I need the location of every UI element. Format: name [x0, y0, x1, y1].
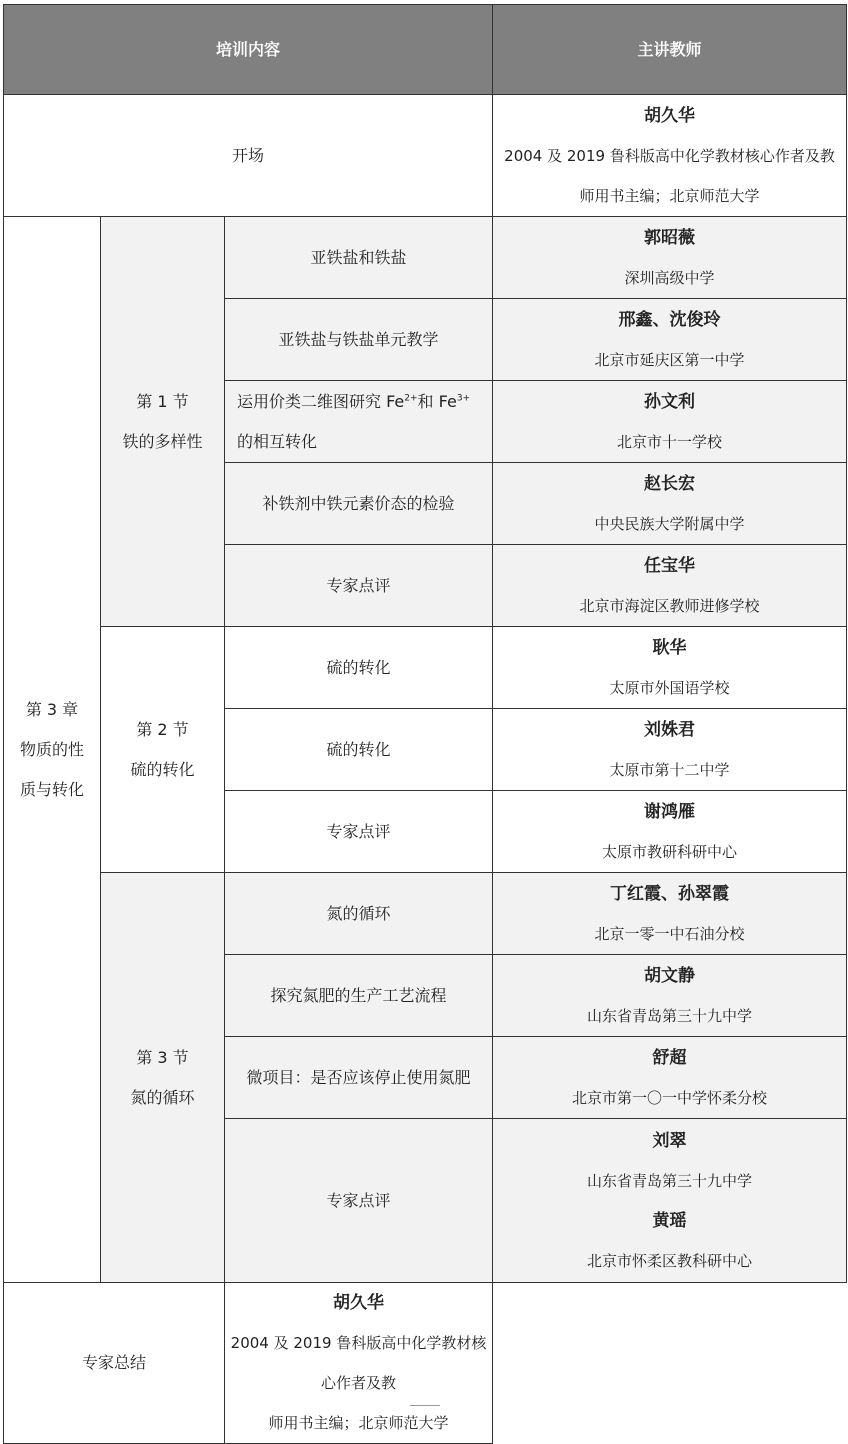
- teacher-affiliation: 师用书主编；北京师范大学: [268, 1414, 449, 1432]
- table-row-opening: [4, 95, 847, 217]
- teacher-affiliation: 太原市第十二中学: [609, 760, 730, 779]
- teacher-affiliation: 深圳高级中学: [624, 268, 715, 287]
- section-title: 第 3 节: [136, 1047, 189, 1067]
- opening-teacher: [493, 95, 847, 217]
- teacher-affiliation: 山东省青岛第三十九中学: [586, 1006, 752, 1025]
- content-cell: 探究氮肥的生产工艺流程: [225, 955, 493, 1037]
- teacher-name: 刘翠: [652, 1130, 687, 1151]
- teacher-cell: [493, 545, 847, 627]
- table-row-summary: [4, 1283, 847, 1444]
- teacher-cell: [493, 299, 847, 381]
- teacher-affiliation: 北京一零一中石油分校: [594, 924, 745, 943]
- teacher-cell: [493, 709, 847, 791]
- teacher-name: 胡文静: [644, 965, 695, 986]
- content-cell: 硫的转化: [225, 627, 493, 709]
- teacher-cell: [493, 791, 847, 873]
- content-cell: 补铁剂中铁元素价态的检验: [225, 463, 493, 545]
- teacher-affiliation: 师用书主编；北京师范大学: [579, 186, 760, 205]
- table-row: [4, 873, 847, 955]
- teacher-affiliation: 2004 及 2019 鲁科版高中化学教材核心作者及教: [230, 1334, 487, 1392]
- table-row: [4, 627, 847, 709]
- section-title: 铁的多样性: [122, 431, 203, 451]
- content-cell: 氮的循环: [225, 873, 493, 955]
- opening-content: 开场: [4, 95, 493, 217]
- teacher-cell: [493, 381, 847, 463]
- teacher-name: 任宝华: [644, 555, 695, 576]
- table-row: [4, 217, 847, 299]
- teacher-cell: [493, 463, 847, 545]
- content-cell: 专家点评: [225, 545, 493, 627]
- chapter-title: 第 3 章: [25, 699, 79, 719]
- teacher-name: 胡久华: [644, 105, 695, 126]
- teacher-name: 孙文利: [644, 391, 695, 412]
- content-cell: 亚铁盐与铁盐单元教学: [225, 299, 493, 381]
- header-teacher: 主讲教师: [493, 5, 847, 95]
- teacher-cell: [493, 1119, 847, 1283]
- content-cell: 亚铁盐和铁盐: [225, 217, 493, 299]
- teacher-name: 邢鑫、沈俊玲: [618, 309, 721, 330]
- section-title: 第 2 节: [136, 719, 189, 739]
- superscript: 2+: [404, 393, 418, 404]
- training-schedule-table: [3, 4, 847, 1444]
- section-3-cell: [101, 873, 225, 1283]
- teacher-name: 谢鸿雁: [644, 801, 695, 822]
- content-cell: 专家点评: [225, 1119, 493, 1283]
- content-cell: 专家点评: [225, 791, 493, 873]
- chapter-title: 质与转化: [19, 779, 84, 799]
- teacher-name: 胡久华: [333, 1293, 384, 1313]
- summary-content: 专家总结: [4, 1283, 225, 1444]
- teacher-name: 耿华: [652, 637, 687, 658]
- section-title: 第 1 节: [136, 391, 189, 411]
- header-content: 培训内容: [4, 5, 493, 95]
- section-1-cell: [101, 217, 225, 627]
- teacher-name: 黄瑶: [652, 1210, 687, 1231]
- teacher-name: 舒超: [652, 1047, 687, 1068]
- teacher-name: 郭昭薇: [644, 227, 695, 248]
- teacher-affiliation: 北京市第一〇一中学怀柔分校: [571, 1088, 767, 1107]
- content-cell: 微项目：是否应该停止使用氮肥: [225, 1037, 493, 1119]
- teacher-cell: [493, 217, 847, 299]
- section-title: 氮的循环: [130, 1087, 195, 1107]
- teacher-affiliation: 北京市海淀区教师进修学校: [579, 596, 760, 615]
- table-header-row: [4, 5, 847, 95]
- teacher-affiliation: 北京市延庆区第一中学: [594, 350, 745, 369]
- teacher-cell: [493, 1037, 847, 1119]
- section-2-cell: [101, 627, 225, 873]
- teacher-name: 刘姝君: [644, 719, 695, 740]
- content-text: 运用价类二维图研究 $Fe^{2+}$和 $Fe^{3+}$ 的相互转化: [237, 391, 471, 451]
- teacher-affiliation: 2004 及 2019 鲁科版高中化学教材核心作者及教: [504, 146, 835, 165]
- teacher-cell: [493, 955, 847, 1037]
- page-edge-mark: [410, 1405, 440, 1410]
- teacher-name: 赵长宏: [644, 473, 695, 494]
- teacher-name: 丁红霞、孙翠霞: [610, 883, 729, 904]
- summary-teacher: [225, 1283, 493, 1444]
- teacher-cell: [493, 627, 847, 709]
- superscript: 3+: [456, 393, 471, 404]
- teacher-affiliation: 山东省青岛第三十九中学: [586, 1171, 752, 1190]
- teacher-affiliation: 北京市怀柔区教科研中心: [586, 1251, 752, 1270]
- teacher-affiliation: 太原市外国语学校: [609, 678, 730, 697]
- section-title: 硫的转化: [130, 759, 195, 779]
- teacher-cell: [493, 873, 847, 955]
- content-cell: 硫的转化: [225, 709, 493, 791]
- content-cell: [225, 381, 493, 463]
- teacher-affiliation: 北京市十一学校: [616, 432, 722, 451]
- chapter-title: 物质的性: [19, 739, 84, 759]
- chapter-cell: [4, 217, 101, 1283]
- teacher-affiliation: 中央民族大学附属中学: [594, 514, 745, 533]
- teacher-affiliation: 太原市教研科研中心: [601, 842, 737, 861]
